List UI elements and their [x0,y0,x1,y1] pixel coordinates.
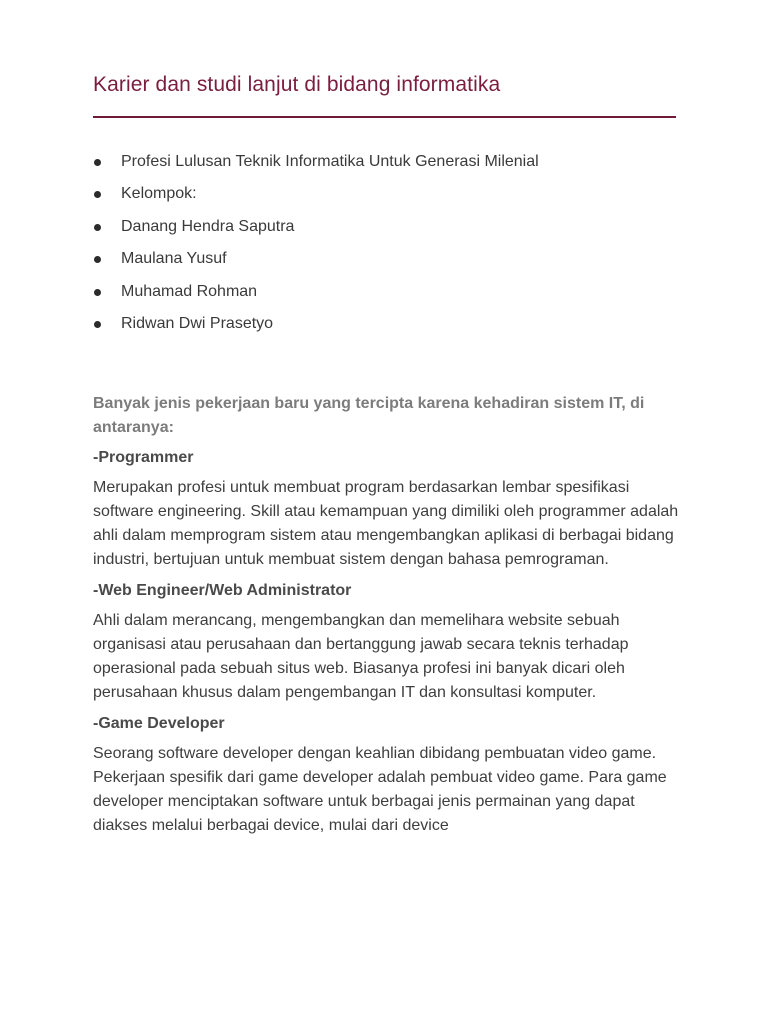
bullet-item [93,276,678,308]
bullet-dot-icon [94,159,101,166]
document-title: Karier dan studi lanjut di bidang informatika [93,73,501,96]
bullet-item [93,178,678,210]
bullet-text: Profesi Lulusan Teknik Informatika Untuk Generasi Milenial [121,153,539,170]
bullet-text: Muhamad Rohman [121,282,258,300]
bullet-item [93,146,678,178]
bullet-list [93,146,678,340]
section-heading-programmer: -Programmer [93,449,194,466]
bullet-dot-icon [94,191,101,198]
section-body-web-engineer: Ahli dalam merancang, mengembangkan dan memelihara website sebuah organisasi atau perusahaan dan bertanggung jawab secara teknis terhadap operasional pada sebuah situs web. Biasanya profesi ini banyak dicari oleh perusahaan khusus dalam pengembangan IT dan konsultasi komputer. [93,612,629,701]
bullet-text: Kelompok: [121,185,197,203]
section-heading-game-developer: -Game Developer [93,715,225,732]
bullet-item [93,211,678,243]
section-heading-web-engineer: -Web Engineer/Web Administrator [93,582,352,599]
bullet-dot-icon [94,256,101,263]
bullet-text: Maulana Yusuf [121,250,227,268]
section-body-programmer: Merupakan profesi untuk membuat program berdasarkan lembar spesifikasi software engineering. Skill atau kemampuan yang dimiliki oleh programmer adalah ahli dalam memprogram sistem atau mengembangkan aplikasi di berbagai bidang industri, bertujuan untuk membuat sistem dengan bahasa pemrograman. [93,479,679,568]
intro-text: Banyak jenis pekerjaan baru yang tercipta karena kehadiran sistem IT, di antaranya: [93,395,645,436]
bullet-item [93,243,678,275]
document-body [93,392,683,845]
title-underline [93,116,676,118]
bullet-text: Ridwan Dwi Prasetyo [121,314,274,332]
bullet-dot-icon [94,224,101,231]
bullet-text: Danang Hendra Saputra [121,217,295,235]
bullet-item [93,308,678,340]
bullet-dot-icon [94,321,101,328]
section-body-game-developer: Seorang software developer dengan keahlian dibidang pembuatan video game. Pekerjaan spesifik dari game developer adalah pembuat video game. Para game developer menciptakan software untuk berbagai jenis permainan yang dapat diakses melalui berbagai device, mulai dari device [93,745,667,834]
bullet-dot-icon [94,289,101,296]
